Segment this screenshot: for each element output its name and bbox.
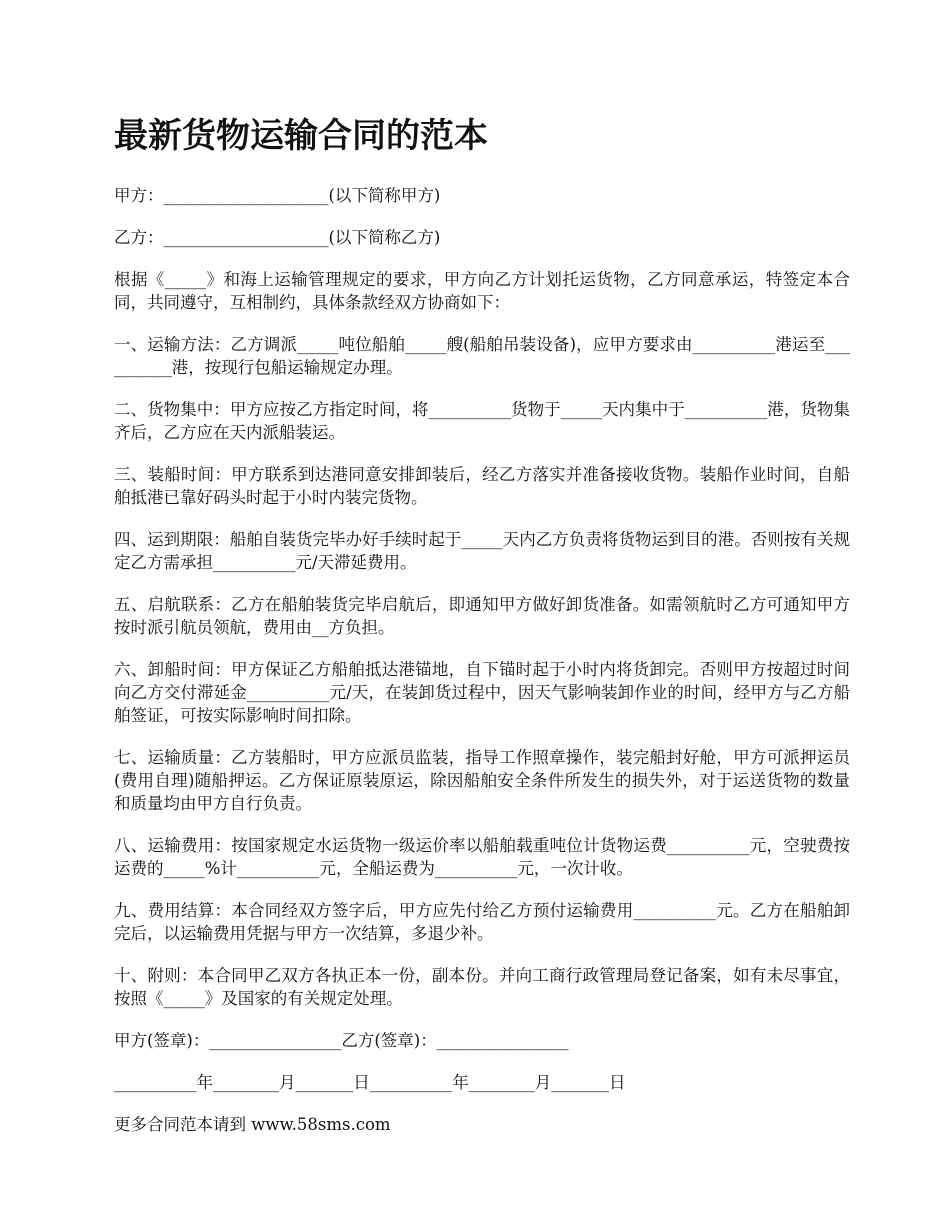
clause-1-transport-method: 一、运输方法：乙方调派_____吨位船舶_____艘(船舶吊装设备)，应甲方要求由__________港运至__________港，按现行包船运输规定办理。: [114, 335, 850, 377]
document-page: [114, 110, 850, 1136]
date-line: __________年________月_______日__________年________月_______日: [114, 1073, 626, 1092]
clause-9-fee-settlement: 九、费用结算：本合同经双方签字后，甲方应先付给乙方预付运输费用__________元。乙方在船舶卸完后，以运输费用凭据与甲方一次结算，多退少补。: [114, 901, 850, 943]
clause-10-supplementary: 十、附则：本合同甲乙双方各执正本一份，副本份。并向工商行政管理局登记备案，如有未尽事宜，按照《_____》及国家的有关规定处理。: [114, 966, 850, 1008]
clause-4-delivery-deadline: 四、运到期限：船舶自装货完毕办好手续时起于_____天内乙方负责将货物运到目的港。否则按有关规定乙方需承担__________元/天滞延费用。: [114, 530, 850, 572]
document-title: 最新货物运输合同的范本: [114, 116, 488, 156]
footer-link-text: 更多合同范本请到 www.58sms.com: [114, 1115, 391, 1134]
clause-6-unloading-time: 六、卸船时间：甲方保证乙方船舶抵达港锚地，自下锚时起于小时内将货卸完。否则甲方按超过时间向乙方交付滞延金__________元/天，在装卸货过程中，因天气影响装卸作业的时间，经甲方与乙方船舶签证，可按实际影响时间扣除。: [114, 660, 850, 725]
clause-7-transport-quality: 七、运输质量：乙方装船时，甲方应派员监装，指导工作照章操作，装完船封好舱，甲方可派押运员(费用自理)随船押运。乙方保证原装原运，除因船舶安全条件所发生的损失外，对于运送货物的数量和质量均由甲方自行负责。: [114, 748, 850, 813]
clause-2-goods-collection: 二、货物集中：甲方应按乙方指定时间，将__________货物于_____天内集中于__________港，货物集齐后，乙方应在天内派船装运。: [114, 400, 850, 442]
clause-5-departure-contact: 五、启航联系：乙方在船舶装货完毕启航后，即通知甲方做好卸货准备。如需领航时乙方可通知甲方按时派引航员领航，费用由__方负担。: [114, 595, 850, 637]
clause-3-loading-time: 三、装船时间：甲方联系到达港同意安排卸装后，经乙方落实并准备接收货物。装船作业时间，自船舶抵港已靠好码头时起于小时内装完货物。: [114, 465, 850, 507]
signature-line: 甲方(签章)：________________乙方(签章)：________________: [114, 1031, 569, 1050]
clause-8-transport-fees: 八、运输费用：按国家规定水运货物一级运价率以船舶载重吨位计货物运费__________元，空驶费按运费的_____%计__________元，全船运费为__________元，一次计收。: [114, 836, 850, 878]
party-a-line: 甲方：____________________(以下简称甲方): [114, 186, 441, 205]
preamble-paragraph: 根据《_____》和海上运输管理规定的要求，甲方向乙方计划托运货物，乙方同意承运，特签定本合同，共同遵守，互相制约，具体条款经双方协商如下：: [114, 270, 850, 312]
party-b-line: 乙方：____________________(以下简称乙方): [114, 228, 441, 247]
